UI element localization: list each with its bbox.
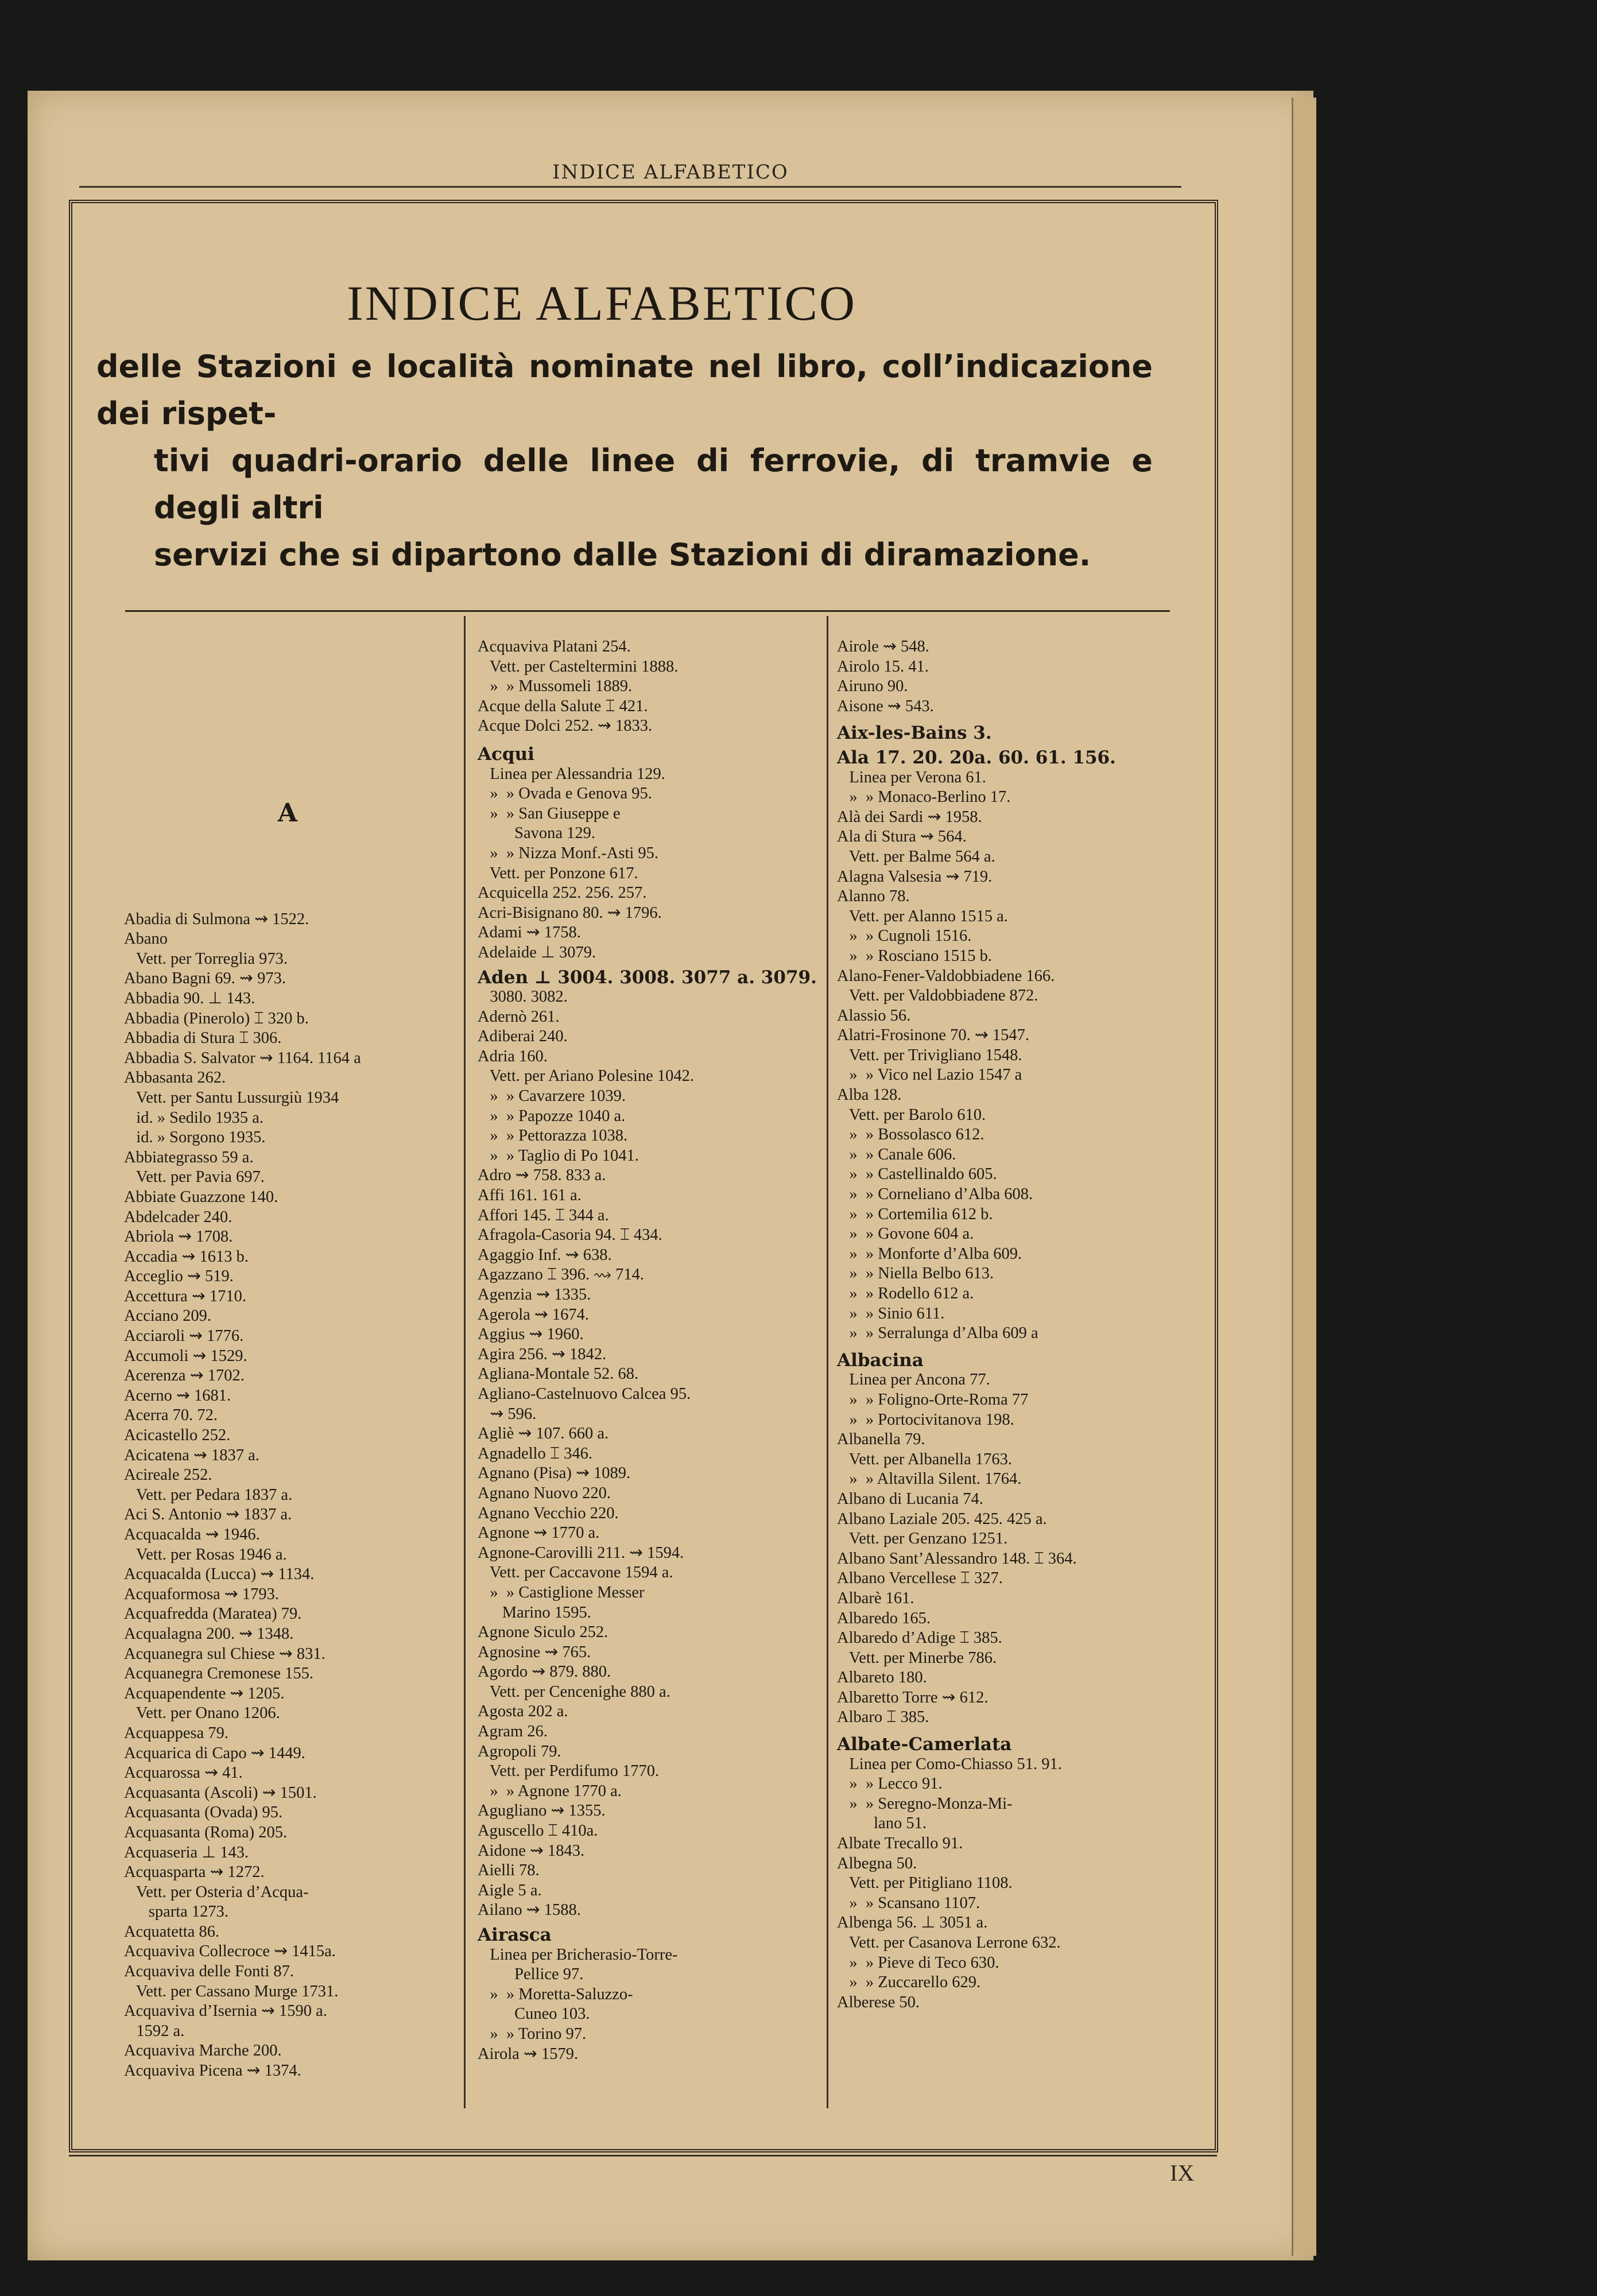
index-entry: lano 51.: [837, 1814, 927, 1833]
index-entry: Acquaviva d’Isernia ⇝ 1590 a.: [124, 2002, 327, 2020]
index-entry: Accettura ⇝ 1710.: [124, 1287, 247, 1305]
subtitle-line: servizi che si dipartono dalle Stazioni di diramazione.: [154, 537, 1091, 573]
column-divider: [827, 616, 828, 2108]
index-entry: Acquasanta (Ascoli) ⇝ 1501.: [124, 1783, 317, 1802]
index-entry: Albareto 180.: [837, 1669, 927, 1687]
index-entry: id. » Sedilo 1935 a.: [124, 1108, 264, 1127]
index-entry: Abbadia (Pinerolo) ⌶ 320 b.: [124, 1009, 309, 1027]
index-entry: Aidone ⇝ 1843.: [478, 1841, 585, 1860]
index-entry: Vett. per Torreglia 973.: [124, 949, 288, 968]
index-entry: Alanno 78.: [837, 887, 910, 906]
bottom-rule: [69, 2155, 1217, 2157]
index-entry: Aix-les-Bains 3.: [837, 723, 992, 744]
index-entry: Agnone ⇝ 1770 a.: [478, 1524, 600, 1542]
index-entry: id. » Sorgono 1935.: [124, 1128, 266, 1147]
index-entry: Abbadia 90. ⊥ 143.: [124, 989, 255, 1007]
index-entry: Adelaide ⊥ 3079.: [478, 943, 596, 961]
index-entry: Acquacalda ⇝ 1946.: [124, 1526, 260, 1543]
index-entry: Vett. per Valdobbiadene 872.: [837, 987, 1038, 1005]
index-entry: Vett. per Caccavone 1594 a.: [478, 1564, 673, 1582]
index-entry: » » Cavarzere 1039.: [478, 1087, 626, 1106]
index-entry: Airuno 90.: [837, 677, 908, 696]
index-entry: Acquarossa ⇝ 41.: [124, 1764, 243, 1782]
index-entry: Vett. per Perdifumo 1770.: [478, 1762, 660, 1781]
index-entry: Aisone ⇝ 543.: [837, 697, 934, 715]
index-entry: » » Bossolasco 612.: [837, 1126, 984, 1144]
index-entry: » » Mussomeli 1889.: [478, 677, 633, 696]
index-entry: Acquarica di Capo ⇝ 1449.: [124, 1744, 305, 1762]
index-entry: Acciano 209.: [124, 1307, 211, 1325]
index-entry: Acquatetta 86.: [124, 1922, 220, 1941]
index-entry: Vett. per Genzano 1251.: [837, 1530, 1008, 1548]
index-entry: Vett. per Minerbe 786.: [837, 1649, 997, 1667]
index-entry: Alatri-Frosinone 70. ⇝ 1547.: [837, 1026, 1029, 1045]
index-entry: Agliano-Castelnuovo Calcea 95.: [478, 1384, 691, 1403]
index-entry: Abbasanta 262.: [124, 1069, 226, 1087]
index-entry: Albate-Camerlata: [837, 1734, 1012, 1755]
index-entry: sparta 1273.: [124, 1903, 229, 1921]
index-entry: » » Serralunga d’Alba 609 a: [837, 1324, 1038, 1343]
index-entry: Agram 26.: [478, 1723, 548, 1741]
index-entry: Acicastello 252.: [124, 1426, 231, 1445]
index-entry: Albaro ⌶ 385.: [837, 1708, 929, 1727]
index-entry: Abriola ⇝ 1708.: [124, 1228, 233, 1246]
index-entry: » » Moretta-Saluzzo-: [478, 1985, 633, 2003]
index-entry: Albanella 79.: [837, 1430, 925, 1449]
index-entry: Linea per Alessandria 129.: [478, 765, 665, 783]
index-entry: » » Monaco-Berlino 17.: [837, 788, 1011, 806]
index-entry: Pellice 97.: [478, 1965, 584, 1984]
index-entry: Agosta 202 a.: [478, 1702, 568, 1721]
index-entry: Agropoli 79.: [478, 1742, 561, 1760]
index-entry: » » Castellinaldo 605.: [837, 1165, 997, 1184]
index-entry: Acqui: [478, 743, 534, 765]
index-entry: » » Pieve di Teco 630.: [837, 1953, 999, 1972]
index-entry: » » San Giuseppe e: [478, 804, 621, 823]
index-entry: Aden ⊥ 3004. 3008. 3077 a. 3079.: [478, 967, 817, 988]
index-entry: Vett. per Balme 564 a.: [837, 847, 995, 866]
index-entry: Acerno ⇝ 1681.: [124, 1386, 231, 1405]
index-entry: Vett. per Santu Lussurgiù 1934: [124, 1088, 339, 1107]
index-entry: Vett. per Cassano Murge 1731.: [124, 1982, 339, 2000]
index-entry: Aggius ⇝ 1960.: [478, 1325, 584, 1344]
index-entry: Agnosine ⇝ 765.: [478, 1643, 591, 1661]
index-entry: Marino 1595.: [478, 1603, 591, 1622]
index-entry: » » Agnone 1770 a.: [478, 1782, 622, 1800]
index-entry: Agnano (Pisa) ⇝ 1089.: [478, 1464, 631, 1483]
index-entry: Vett. per Pavia 697.: [124, 1168, 265, 1186]
index-entry: Aguscello ⌶ 410a.: [478, 1822, 598, 1840]
page-number: IX: [1170, 2160, 1195, 2186]
index-entry: Adro ⇝ 758. 833 a.: [478, 1166, 606, 1185]
index-entry: » » Vico nel Lazio 1547 a: [837, 1066, 1022, 1084]
index-entry: Acquappesa 79.: [124, 1724, 229, 1742]
index-entry: Albano di Lucania 74.: [837, 1490, 983, 1508]
index-entry: Agenzia ⇝ 1335.: [478, 1286, 591, 1304]
index-entry: Abbadia di Stura ⌶ 306.: [124, 1029, 282, 1048]
index-entry: Acquaviva Marche 200.: [124, 2042, 282, 2060]
index-entry: Vett. per Osteria d’Acqua-: [124, 1883, 309, 1901]
index-entry: Airolo 15. 41.: [837, 657, 929, 676]
section-letter: A: [277, 798, 298, 828]
index-entry: Agazzano ⌶ 396. ⇝ 714.: [478, 1266, 645, 1284]
index-entry: Acquapendente ⇝ 1205.: [124, 1684, 285, 1702]
index-column-3: [837, 637, 1181, 2012]
index-entry: Acquaviva delle Fonti 87.: [124, 1963, 294, 1981]
index-entry: Albaretto Torre ⇝ 612.: [837, 1688, 989, 1707]
index-entry: » » Pettorazza 1038.: [478, 1127, 628, 1145]
index-entry: Agaggio Inf. ⇝ 638.: [478, 1246, 612, 1264]
subtitle-line: tivi quadri-orario delle linee di ferrovie, di tramvie e degli altri: [154, 443, 1153, 526]
index-entry: Albano Laziale 205. 425. 425 a.: [837, 1510, 1047, 1528]
index-entry: Vett. per Onano 1206.: [124, 1704, 280, 1723]
index-entry: Vett. per Rosas 1946 a.: [124, 1545, 287, 1564]
index-entry: » » Torino 97.: [478, 2024, 587, 2043]
index-entry: Vett. per Casanova Lerrone 632.: [837, 1934, 1061, 1952]
index-entry: Accumoli ⇝ 1529.: [124, 1347, 247, 1365]
index-entry: » » Papozze 1040 a.: [478, 1107, 626, 1125]
index-column-1: [124, 637, 451, 2081]
index-entry: Alba 128.: [837, 1086, 902, 1104]
index-entry: Alberese 50.: [837, 1993, 920, 2011]
index-entry: Abbiate Guazzone 140.: [124, 1188, 278, 1206]
index-entry: Acqualagna 200. ⇝ 1348.: [124, 1624, 294, 1643]
index-entry: Acquasanta (Ovada) 95.: [124, 1804, 283, 1822]
index-entry: » » Seregno-Monza-Mi-: [837, 1794, 1013, 1813]
subtitle-line: delle Stazioni e località nominate nel libro, coll’indicazione dei rispet-: [96, 348, 1153, 432]
index-entry: Vett. per Pitigliano 1108.: [837, 1874, 1013, 1892]
index-entry: Afragola-Casoria 94. ⌶ 434.: [478, 1226, 662, 1244]
index-column-2: [478, 637, 822, 2064]
index-entry: Vett. per Trivigliano 1548.: [837, 1046, 1022, 1064]
index-entry: Aielli 78.: [478, 1861, 540, 1880]
header-rule: [79, 186, 1181, 188]
index-entry: Acquicella 252. 256. 257.: [478, 884, 647, 902]
index-entry: » » Taglio di Po 1041.: [478, 1146, 639, 1165]
index-entry: » » Cugnoli 1516.: [837, 927, 972, 945]
index-entry: Linea per Verona 61.: [837, 768, 986, 786]
index-entry: » » Nizza Monf.-Asti 95.: [478, 844, 659, 862]
index-entry: Airole ⇝ 548.: [837, 638, 929, 656]
index-entry: Airasca: [478, 1925, 552, 1945]
index-entry: Aigle 5 a.: [478, 1881, 542, 1899]
index-entry: Agerola ⇝ 1674.: [478, 1305, 590, 1324]
index-entry: Airola ⇝ 1579.: [478, 2045, 579, 2063]
index-entry: Adami ⇝ 1758.: [478, 924, 581, 942]
index-entry: Vett. per Casteltermini 1888.: [478, 657, 679, 676]
index-entry: Abano Bagni 69. ⇝ 973.: [124, 969, 286, 988]
index-entry: » » Corneliano d’Alba 608.: [837, 1185, 1033, 1204]
index-entry: Agordo ⇝ 879. 880.: [478, 1663, 611, 1681]
index-entry: Vett. per Barolo 610.: [837, 1106, 986, 1124]
index-entry: 1592 a.: [124, 2022, 185, 2040]
index-entry: Acciaroli ⇝ 1776.: [124, 1327, 244, 1345]
index-entry: » » Canale 606.: [837, 1145, 956, 1163]
index-entry: Acquasanta (Roma) 205.: [124, 1823, 288, 1841]
index-entry: Acquasparta ⇝ 1272.: [124, 1863, 265, 1882]
index-entry: Ala di Stura ⇝ 564.: [837, 828, 967, 846]
index-entry: Affori 145. ⌶ 344 a.: [478, 1206, 609, 1224]
page: [28, 91, 1313, 2260]
index-entry: Alagna Valsesia ⇝ 719.: [837, 867, 993, 886]
index-entry: » » Cortemilia 612 b.: [837, 1205, 993, 1223]
index-entry: Acicatena ⇝ 1837 a.: [124, 1446, 259, 1464]
page-title: INDICE ALFABETICO: [347, 276, 856, 331]
index-entry: » » Monforte d’Alba 609.: [837, 1244, 1022, 1263]
index-entry: Abbadia S. Salvator ⇝ 1164. 1164 a: [124, 1049, 361, 1067]
index-entry: Agira 256. ⇝ 1842.: [478, 1345, 607, 1363]
index-entry: » » Rosciano 1515 b.: [837, 947, 992, 965]
index-entry: Acque Dolci 252. ⇝ 1833.: [478, 717, 653, 735]
index-entry: 3080. 3082.: [478, 988, 568, 1006]
index-entry: Vett. per Pedara 1837 a.: [124, 1486, 293, 1504]
column-divider: [464, 616, 466, 2108]
index-entry: Albarè 161.: [837, 1589, 914, 1607]
index-entry: Albegna 50.: [837, 1854, 917, 1872]
index-entry: Acquaviva Platani 254.: [478, 638, 631, 656]
index-entry: Acerra 70. 72.: [124, 1406, 218, 1425]
subtitle: [96, 343, 1153, 579]
index-entry: Ailano ⇝ 1588.: [478, 1901, 581, 1919]
index-entry: Acquafredda (Maratea) 79.: [124, 1605, 302, 1623]
index-entry: Acquaseria ⊥ 143.: [124, 1843, 249, 1861]
index-entry: Albacina: [837, 1349, 924, 1371]
index-entry: Alano-Fener-Valdobbiadene 166.: [837, 967, 1055, 985]
index-entry: Acceglio ⇝ 519.: [124, 1267, 234, 1286]
index-entry: » » Castiglione Messer: [478, 1583, 645, 1601]
index-entry: Acquanegra sul Chiese ⇝ 831.: [124, 1645, 325, 1663]
index-entry: Vett. per Cencenighe 880 a.: [478, 1682, 670, 1701]
index-entry: Agliè ⇝ 107. 660 a.: [478, 1425, 609, 1443]
index-entry: Vett. per Ariano Polesine 1042.: [478, 1067, 695, 1085]
index-entry: Adiberai 240.: [478, 1027, 568, 1046]
index-entry: Vett. per Albanella 1763.: [837, 1450, 1012, 1468]
index-entry: Aci S. Antonio ⇝ 1837 a.: [124, 1506, 292, 1524]
index-entry: » » Rodello 612 a.: [837, 1285, 974, 1302]
index-entry: Adernò 261.: [478, 1007, 560, 1026]
index-entry: Agugliano ⇝ 1355.: [478, 1802, 606, 1820]
running-head: INDICE ALFABETICO: [552, 161, 789, 184]
column-3-entries: [837, 637, 1181, 2012]
index-entry: Albenga 56. ⊥ 3051 a.: [837, 1914, 988, 1932]
index-entry: » » Lecco 91.: [837, 1775, 943, 1793]
index-entry: Acquaviva Collecroce ⇝ 1415a.: [124, 1942, 336, 1961]
index-entry: Acerenza ⇝ 1702.: [124, 1367, 245, 1385]
index-entry: Acireale 252.: [124, 1466, 212, 1484]
index-entry: Agnone Siculo 252.: [478, 1623, 608, 1642]
index-entry: Albaredo 165.: [837, 1609, 931, 1627]
index-entry: Ala 17. 20. 20a. 60. 61. 156.: [837, 747, 1116, 768]
index-entry: Abadia di Sulmona ⇝ 1522.: [124, 910, 309, 928]
index-entry: » » Altavilla Silent. 1764.: [837, 1470, 1022, 1488]
index-entry: » » Foligno-Orte-Roma 77: [837, 1390, 1029, 1409]
column-1-entries: [124, 910, 451, 2081]
index-entry: Agliana-Montale 52. 68.: [478, 1365, 639, 1383]
index-entry: Agnano Nuovo 220.: [478, 1484, 611, 1502]
index-entry: » » Ovada e Genova 95.: [478, 785, 652, 803]
index-entry: Acquaviva Picena ⇝ 1374.: [124, 2062, 301, 2080]
index-entry: Cuneo 103.: [478, 2005, 590, 2023]
index-entry: Acquacalda (Lucca) ⇝ 1134.: [124, 1565, 315, 1584]
index-entry: Adria 160.: [478, 1047, 548, 1065]
index-entry: Savona 129.: [478, 824, 596, 843]
index-entry: Alà dei Sardi ⇝ 1958.: [837, 808, 982, 826]
index-entry: Linea per Ancona 77.: [837, 1371, 990, 1389]
index-entry: » » Scansano 1107.: [837, 1894, 980, 1912]
index-entry: Alassio 56.: [837, 1006, 911, 1025]
index-entry: Albano Sant’Alessandro 148. ⌶ 364.: [837, 1549, 1077, 1568]
index-entry: Agnone-Carovilli 211. ⇝ 1594.: [478, 1543, 684, 1562]
index-entry: Agnadello ⌶ 346.: [478, 1444, 592, 1463]
index-entry: » » Niella Belbo 613.: [837, 1265, 994, 1283]
index-entry: Albate Trecallo 91.: [837, 1835, 963, 1853]
title-rule: [125, 610, 1170, 612]
index-entry: Abdelcader 240.: [124, 1208, 232, 1226]
index-entry: » » Portocivitanova 198.: [837, 1410, 1014, 1429]
index-entry: Acquanegra Cremonese 155.: [124, 1665, 314, 1683]
index-entry: Accadia ⇝ 1613 b.: [124, 1247, 249, 1266]
index-entry: Albaredo d’Adige ⌶ 385.: [837, 1629, 1002, 1647]
index-entry: » » Govone 604 a.: [837, 1225, 974, 1243]
index-entry: Acque della Salute ⌶ 421.: [478, 697, 648, 715]
index-entry: Abbiategrasso 59 a.: [124, 1148, 254, 1166]
index-entry: Acquaformosa ⇝ 1793.: [124, 1585, 280, 1603]
index-entry: » » Sinio 611.: [837, 1304, 945, 1322]
index-entry: » » Zuccarello 629.: [837, 1973, 981, 1992]
index-entry: Linea per Bricherasio-Torre-: [478, 1945, 678, 1964]
index-entry: Affi 161. 161 a.: [478, 1186, 582, 1205]
index-entry: Vett. per Alanno 1515 a.: [837, 907, 1008, 925]
index-entry: Abano: [124, 930, 168, 948]
index-entry: Albano Vercellese ⌶ 327.: [837, 1569, 1003, 1588]
index-entry: Linea per Como-Chiasso 51. 91.: [837, 1755, 1062, 1773]
index-entry: Vett. per Ponzone 617.: [478, 864, 638, 882]
column-2-entries: [478, 637, 822, 2064]
index-entry: Agnano Vecchio 220.: [478, 1504, 619, 1522]
index-entry: Acri-Bisignano 80. ⇝ 1796.: [478, 903, 662, 922]
page-edge: [1292, 98, 1316, 2256]
index-entry: ⇝ 596.: [478, 1405, 537, 1423]
